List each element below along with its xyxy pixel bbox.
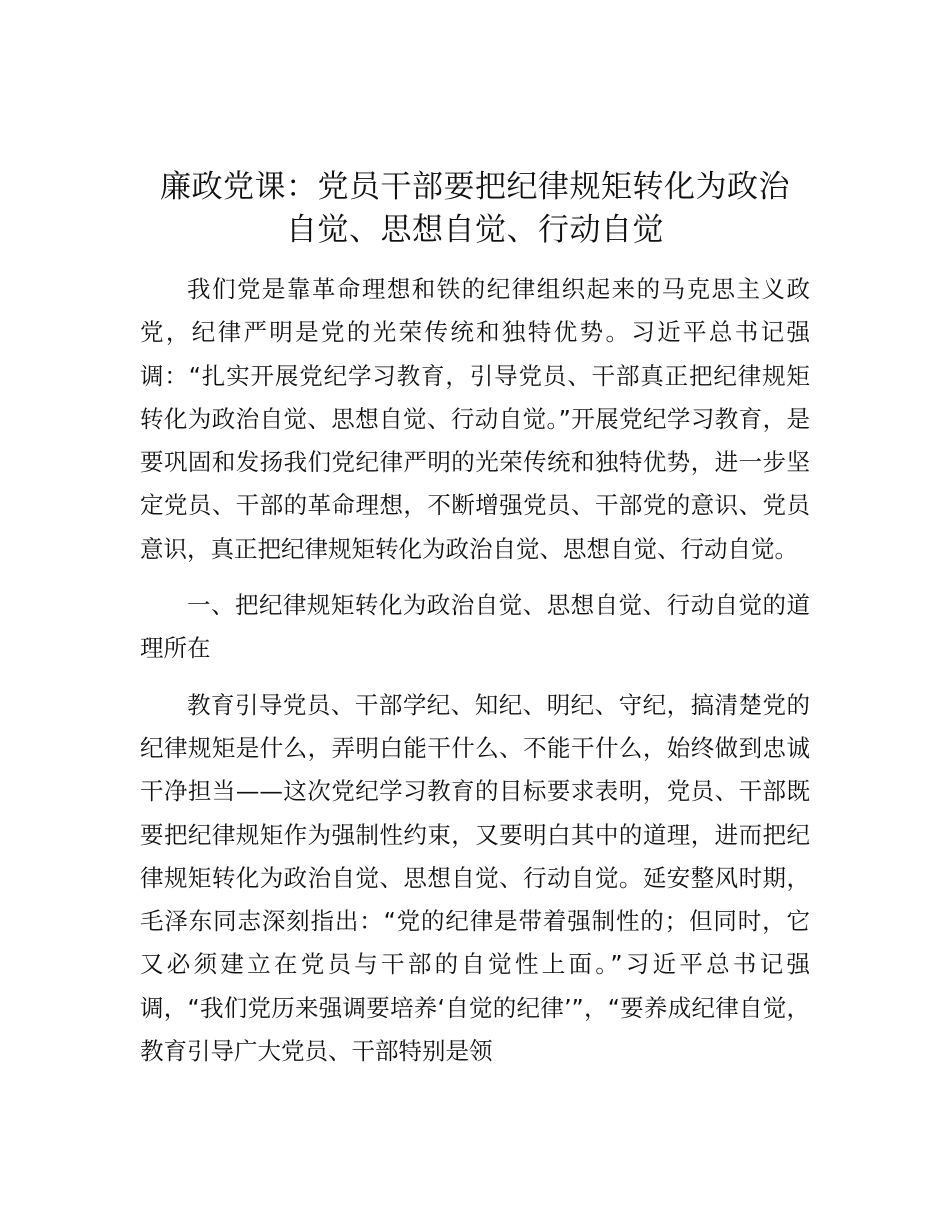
title-line-2: 自觉、思想自觉、行动自觉 bbox=[286, 212, 664, 248]
title-line-1: 廉政党课：党员干部要把纪律规矩转化为政治 bbox=[160, 169, 790, 205]
paragraph-section-1: 教育引导党员、干部学纪、知纪、明纪、守纪，搞清楚党的纪律规矩是什么，弄明白能干什么、不能干什么，始终做到忠诚干净担当——这次党纪学习教育的目标要求表明，党员、干部既要把纪律规矩作为强制性约束，又要明白其中的道理，进而把纪律规矩转化为政治自觉、思想自觉、行动自觉。延安整风时期，毛泽东同志深刻指出：“党的纪律是带着强制性的；但同时，它又必须建立在党员与干部的自觉性上面。”习近平总书记强调，“我们党历来强调要培养‘自觉的纪律’”，“要养成纪律自觉，教育引导广大党员、干部特别是领 bbox=[140, 690, 810, 1066]
section-heading-1: 一、把纪律规矩转化为政治自觉、思想自觉、行动自觉的道理所在 bbox=[140, 591, 810, 663]
paragraph-intro: 我们党是靠革命理想和铁的纪律组织起来的马克思主义政党，纪律严明是党的光荣传统和独特优势。习近平总书记强调：“扎实开展党纪学习教育，引导党员、干部真正把纪律规矩转化为政治自觉、思想自觉、行动自觉。”开展党纪学习教育，是要巩固和发扬我们党纪律严明的光荣传统和独特优势，进一步坚定党员、干部的革命理想，不断增强党员、干部党的意识、党员意识，真正把纪律规矩转化为政治自觉、思想自觉、行动自觉。 bbox=[140, 275, 810, 563]
document-title bbox=[120, 166, 830, 252]
document-body bbox=[140, 268, 810, 1073]
